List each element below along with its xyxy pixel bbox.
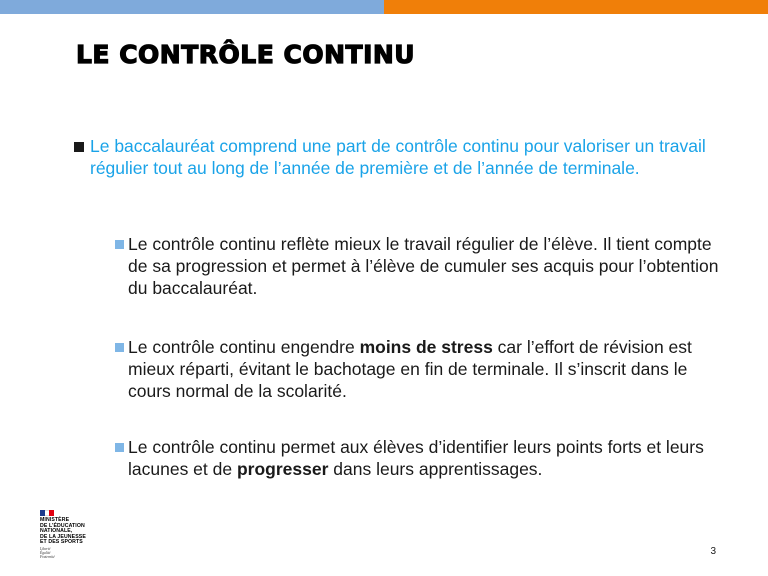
ministry-motto: Liberté Égalité Fraternité	[40, 546, 55, 559]
square-bullet-icon	[115, 240, 124, 249]
sub-bullet-text-after: car l’effort de révision est mieux réparti, évitant le bachotage en fin de terminale. Il s’inscrit dans le cours normal de la scolarité.	[128, 337, 692, 401]
sub-bullet-text	[115, 436, 725, 480]
header-accent-bar-orange	[384, 0, 768, 14]
page-number: 3	[710, 546, 716, 557]
sub-bullet-emphasis: progresser	[236, 459, 329, 479]
main-bullet	[74, 135, 724, 179]
square-bullet-icon	[115, 443, 124, 452]
sub-bullet-text-before: Le contrôle continu permet aux élèves d’identifier leurs points forts et leurs lacunes et de	[128, 437, 704, 479]
slide-title: LE CONTRÔLE CONTINU	[76, 40, 416, 69]
ministry-name: MINISTÈRE DE L’ÉDUCATION NATIONALE, DE LA JEUNESSE ET DES SPORTS	[40, 517, 86, 546]
square-bullet-icon	[115, 343, 124, 352]
square-bullet-icon	[74, 142, 84, 152]
sub-bullet-text	[115, 336, 725, 402]
main-bullet-text: Le baccalauréat comprend une part de contrôle continu pour valoriser un travail régulier tout au long de l’année de première et de l’année de terminale.	[90, 136, 706, 178]
sub-bullet-emphasis: moins de stress	[359, 337, 493, 357]
sub-bullet-1	[115, 233, 725, 299]
french-flag-icon	[40, 510, 54, 516]
sub-bullet-text-after: dans leurs apprentissages.	[328, 459, 543, 479]
ministry-logo	[40, 510, 100, 566]
sub-bullet-3	[115, 436, 725, 480]
header-accent-bar-blue	[0, 0, 384, 14]
sub-bullet-2	[115, 336, 725, 402]
sub-bullet-text: Le contrôle continu reflète mieux le travail régulier de l’élève. Il tient compte de sa progression et permet à l’élève de cumuler ses acquis pour l’obtention du baccalauréat.	[128, 234, 719, 298]
sub-bullet-text-before: Le contrôle continu engendre	[128, 337, 360, 357]
